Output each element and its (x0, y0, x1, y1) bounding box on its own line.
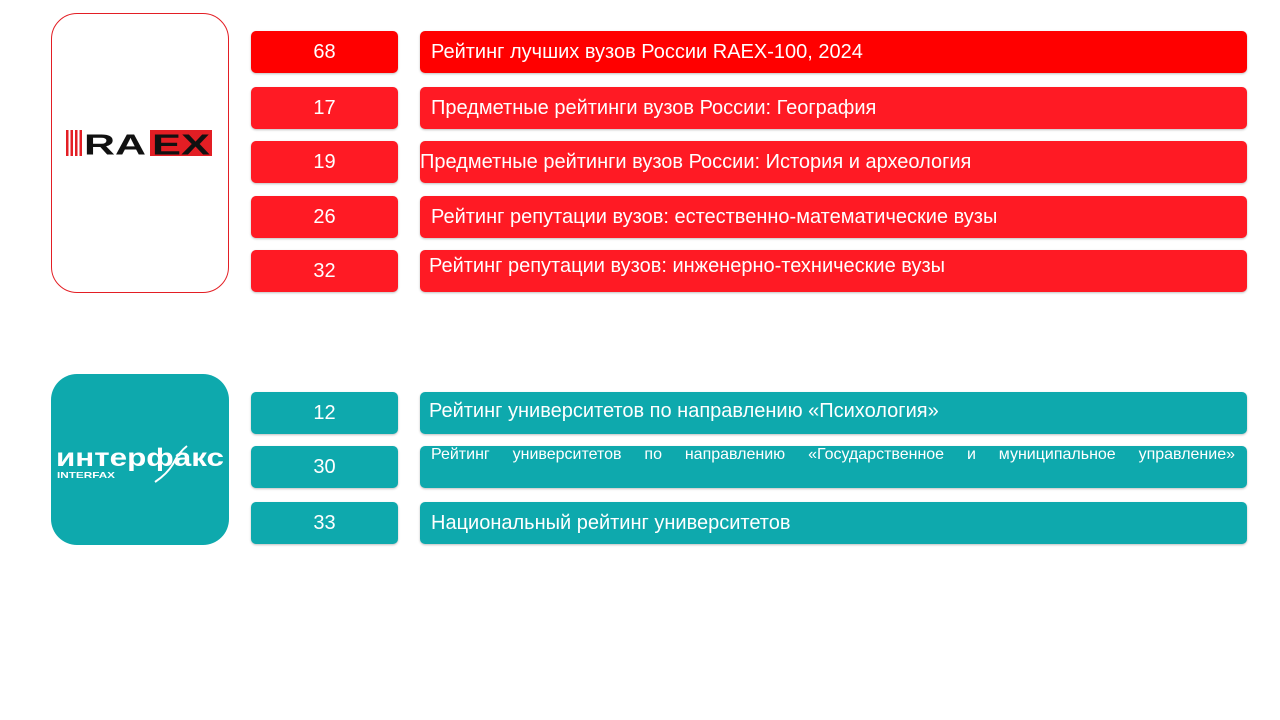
raex-title-5: Рейтинг репутации вузов: инженерно-технические вузы (420, 250, 1247, 292)
interfax-title-3: Национальный рейтинг университетов (420, 502, 1247, 544)
interfax-rank-1: 12 (251, 392, 398, 434)
interfax-title-2 (420, 446, 1247, 488)
interfax-title-2-text: Рейтинг университетов по направлению «Государственное и муниципальное управление» (431, 446, 1235, 463)
raex-logo (64, 127, 214, 159)
raex-rank-1: 68 (251, 31, 398, 73)
raex-rank-4: 26 (251, 196, 398, 238)
interfax-logo (55, 442, 225, 484)
raex-title-1: Рейтинг лучших вузов России RAEX-100, 2024 (420, 31, 1247, 73)
interfax-logo-card (51, 374, 229, 545)
raex-rank-3: 19 (251, 141, 398, 183)
svg-text:EX: EX (152, 129, 211, 159)
svg-text:INTERFAX: INTERFAX (57, 470, 116, 480)
raex-title-2: Предметные рейтинги вузов России: География (420, 87, 1247, 129)
interfax-rank-3: 33 (251, 502, 398, 544)
raex-title-3: Предметные рейтинги вузов России: История и археология (420, 141, 1247, 183)
svg-text:RA: RA (84, 129, 147, 159)
svg-text:интерфакс: интерфакс (56, 444, 225, 472)
interfax-title-1: Рейтинг университетов по направлению «Психология» (420, 392, 1247, 434)
raex-logo-card (51, 13, 229, 293)
raex-title-4: Рейтинг репутации вузов: естественно-математические вузы (420, 196, 1247, 238)
raex-rank-2: 17 (251, 87, 398, 129)
raex-rank-5: 32 (251, 250, 398, 292)
interfax-rank-2: 30 (251, 446, 398, 488)
